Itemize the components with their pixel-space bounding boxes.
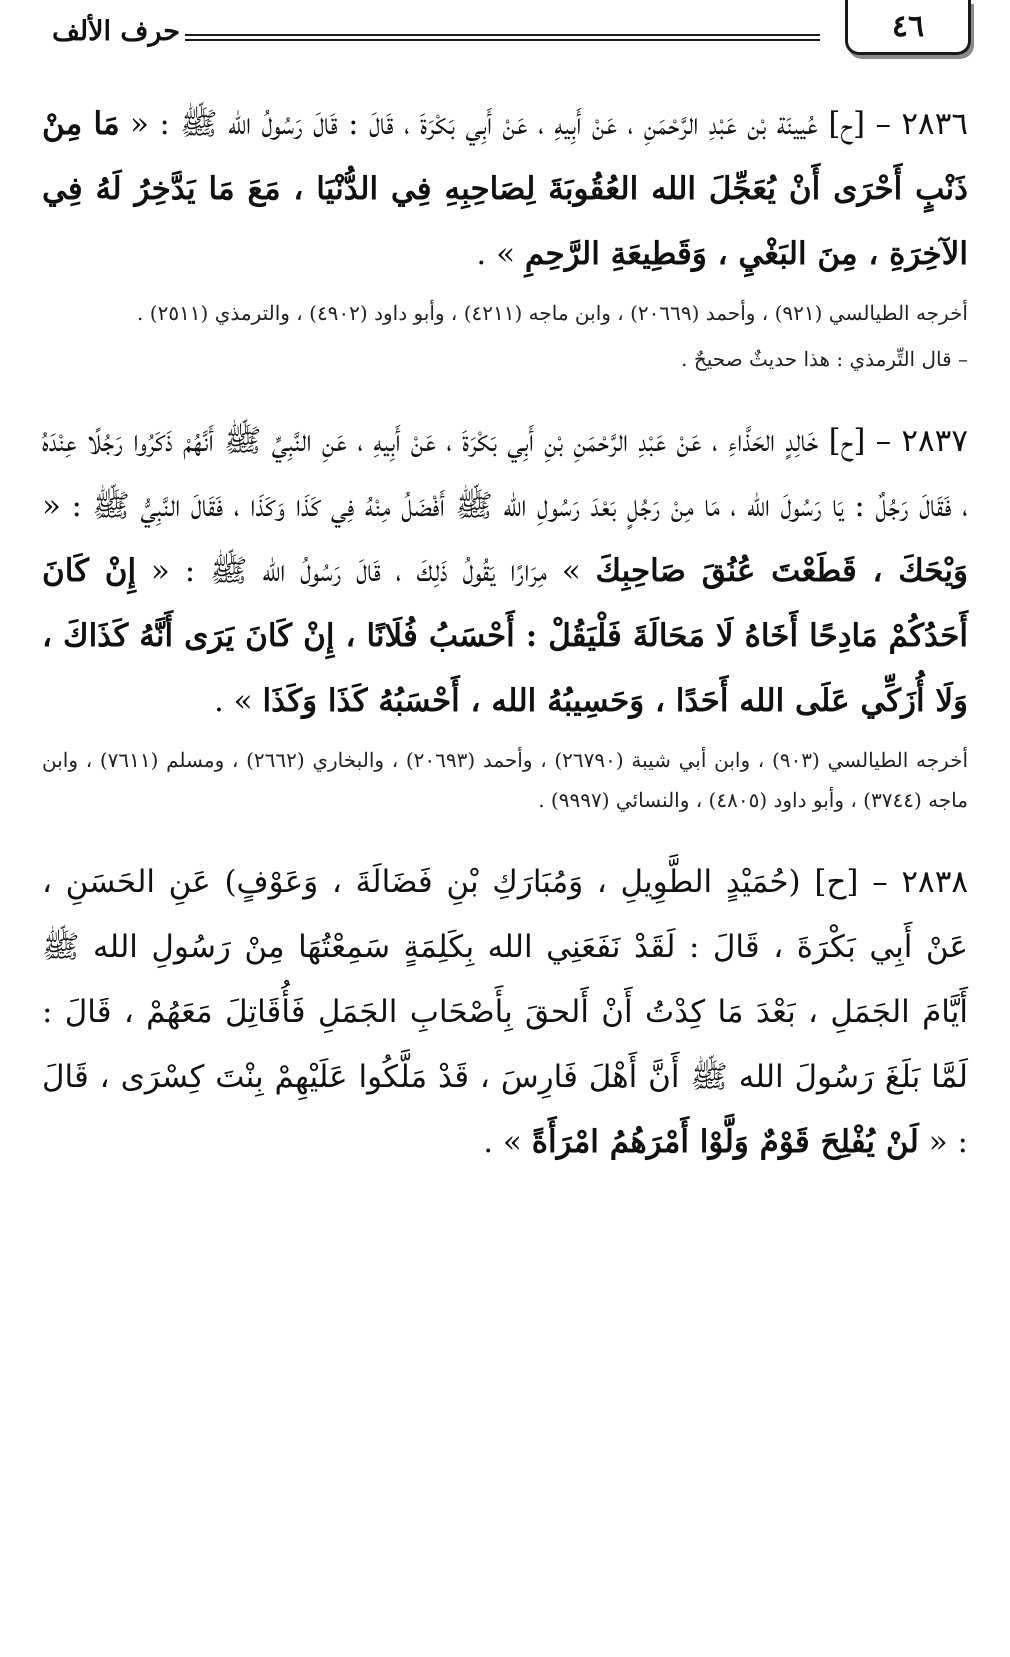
hadith-2836 bbox=[42, 92, 968, 379]
hadith-2837 bbox=[42, 409, 968, 820]
header-rule bbox=[185, 34, 820, 41]
hadith-matn: وَيْحَكَ ، قَطَعْتَ عُنُقَ صَاحِبِكَ bbox=[595, 553, 969, 589]
hadith-text: ٢٨٣٨ – [ح] (حُمَيْدٍ الطَّوِيلِ ، وَمُبَارَكِ بْنِ فَضَالَةَ ، وَعَوْفٍ) عَنِ الحَسَنِ ، عَنْ أَبِي بَكْرَةَ ، قَالَ : لَقَدْ نَفَعَنِي الله بِكَلِمَةٍ سَمِعْتُهَا مِنْ رَسُولِ الله ﷺ أَيَّامَ الجَمَلِ ، بَعْدَ مَا كِدْتُ أَنْ أَلحقَ بِأَصْحَابِ الجَمَلِ فَأُقَاتِلَ مَعَهُمْ ، قَالَ : لَمَّا بَلَغَ رَسُولَ الله ﷺ أَنَّ أَهْلَ فَارِسَ ، قَدْ مَلَّكُوا عَلَيْهِمْ بِنْتَ كِسْرَى ، قَالَ : « لَنْ يُفْلِحَ قَوْمٌ وَلَّوْا أَمْرَهُمُ امْرَأَةً » . bbox=[42, 864, 968, 1160]
hadith-text: ٢٨٣٧ – [ح] خَالِدٍ الحَذَّاءِ ، عَنْ عَبْدِ الرَّحْمَنِ بْنِ أَبِي بَكْرَةَ ، عَنْ أَبِيهِ ، عَنِ النَّبِيِّ ﷺ أَنَّهُمْ ذَكَرُوا رَجُلًا عِنْدَهُ ، فَقَالَ رَجُلٌ : يَا رَسُولَ الله ، مَا مِنْ رَجُلٍ بَعْدَ رَسُولِ الله ﷺ أَفْضَلُ مِنْهُ فِي كَذَا وَكَذَا ، فَقَالَ النَّبِيُّ ﷺ : « وَيْحَكَ ، قَطَعْتَ عُنُقَ صَاحِبِكَ » مِرَارًا يَقُولُ ذَلِكَ ، قَالَ رَسُولُ الله ﷺ : « إِنْ كَانَ أَحَدُكُمْ مَادِحًا أَخَاهُ لَا مَحَالَةَ فَلْيَقُلْ : أَحْسَبُ فُلَانًا ، إِنْ كَانَ يَرَى أَنَّهُ كَذَاكَ ، وَلَا أُزَكِّي عَلَى الله أَحَدًا ، وَحَسِيبُهُ الله ، أَحْسَبُهُ كَذَا وَكَذَا » . bbox=[42, 423, 969, 719]
hadith-ending: » . bbox=[476, 236, 516, 272]
hadith-matn: لَنْ يُفْلِحَ قَوْمٌ وَلَّوْا أَمْرَهُمُ امْرَأَةً bbox=[531, 1124, 919, 1160]
hadith-2838 bbox=[42, 850, 968, 1175]
hukm-note: – قال التِّرمذي : هذا حديثٌ صحيحٌ . bbox=[681, 347, 968, 371]
hadith-number: ٢٨٣٦ bbox=[901, 106, 969, 142]
hadith-ending: » . bbox=[213, 683, 253, 719]
hadith-number: ٢٨٣٨ bbox=[901, 864, 968, 900]
hadith-middle: » مِرَارًا يَقُولُ ذَلِكَ ، قَالَ رَسُولُ الله ﷺ : « bbox=[150, 553, 581, 589]
hadith-ending: » . bbox=[483, 1124, 522, 1160]
hadith-isnad: [ح] خَالِدٍ الحَذَّاءِ ، عَنْ عَبْدِ الرَّحْمَنِ بْنِ أَبِي بَكْرَةَ ، عَنْ أَبِيهِ ، عَنِ النَّبِيِّ ﷺ أَنَّهُمْ ذَكَرُوا رَجُلًا عِنْدَهُ ، فَقَالَ رَجُلٌ : يَا رَسُولَ الله ، مَا مِنْ رَجُلٍ بَعْدَ رَسُولِ الله ﷺ أَفْضَلُ مِنْهُ فِي كَذَا وَكَذَا ، فَقَالَ النَّبِيُّ ﷺ : « bbox=[42, 423, 969, 524]
hadith-isnad: [ح] (حُمَيْدٍ الطَّوِيلِ ، وَمُبَارَكِ بْنِ فَضَالَةَ ، وَعَوْفٍ) عَنِ الحَسَنِ ، عَنْ أَبِي بَكْرَةَ ، قَالَ : لَقَدْ نَفَعَنِي الله بِكَلِمَةٍ سَمِعْتُهَا مِنْ رَسُولِ الله ﷺ أَيَّامَ الجَمَلِ ، بَعْدَ مَا كِدْتُ أَنْ أَلحقَ بِأَصْحَابِ الجَمَلِ فَأُقَاتِلَ مَعَهُمْ ، قَالَ : لَمَّا بَلَغَ رَسُولَ الله ﷺ أَنَّ أَهْلَ فَارِسَ ، قَدْ مَلَّكُوا عَلَيْهِمْ بِنْتَ كِسْرَى ، قَالَ : « bbox=[42, 864, 968, 1160]
chapter-title: حرف الألف bbox=[51, 16, 180, 47]
hadith-number: ٢٨٣٧ bbox=[901, 423, 968, 459]
page-content bbox=[42, 92, 968, 1205]
hadith-isnad: [ح] عُيينَة بْن عَبْدِ الرَّحْمَنِ ، عَنْ أَبِيهِ ، عَنْ أَبِي بَكْرَةَ ، قَالَ : قَالَ رَسُولُ الله ﷺ : « bbox=[129, 106, 866, 142]
hadith-text: ٢٨٣٦ – [ح] عُيينَة بْن عَبْدِ الرَّحْمَنِ ، عَنْ أَبِيهِ ، عَنْ أَبِي بَكْرَةَ ، قَالَ : قَالَ رَسُولُ الله ﷺ : « مَا مِنْ ذَنْبٍ أَحْرَى أَنْ يُعَجِّلَ الله العُقُوبَةَ لِصَاحِبِهِ فِي الدُّنْيَا ، مَعَ مَا يَدَّخِرُ لَهُ فِي الآخِرَةِ ، مِنَ البَغْيِ ، وَقَطِيعَةِ الرَّحِمِ » . bbox=[42, 106, 969, 272]
takhrij-note: أخرجه الطيالسي (٩٢١) ، وأحمد (٢٠٦٦٩) ، وابن ماجه (٤٢١١) ، وأبو داود (٤٩٠٢) ، والترمذي (٢٥١١) . bbox=[137, 301, 968, 325]
hadith-matn: مَا مِنْ ذَنْبٍ أَحْرَى أَنْ يُعَجِّلَ الله العُقُوبَةَ لِصَاحِبِهِ فِي الدُّنْيَا ، مَعَ مَا يَدَّخِرُ لَهُ فِي الآخِرَةِ ، مِنَ البَغْيِ ، وَقَطِيعَةِ الرَّحِمِ bbox=[42, 106, 968, 272]
hadith-matn: إِنْ كَانَ أَحَدُكُمْ مَادِحًا أَخَاهُ لَا مَحَالَةَ فَلْيَقُلْ : أَحْسَبُ فُلَانًا ، إِنْ كَانَ يَرَى أَنَّهُ كَذَاكَ ، وَلَا أُزَكِّي عَلَى الله أَحَدًا ، وَحَسِيبُهُ الله ، أَحْسَبُهُ كَذَا وَكَذَا bbox=[42, 553, 968, 719]
takhrij-note: أخرجه الطيالسي (٩٠٣) ، وابن أبي شيبة (٢٦٧٩٠) ، وأحمد (٢٠٦٩٣) ، والبخاري (٢٦٦٢) ، ومسلم (٧٦١١) ، وابن ماجه (٣٧٤٤) ، وأبو داود (٤٨٠٥) ، والنسائي (٩٩٩٧) . bbox=[42, 748, 969, 812]
page-number: ٤٦ bbox=[845, 0, 971, 55]
